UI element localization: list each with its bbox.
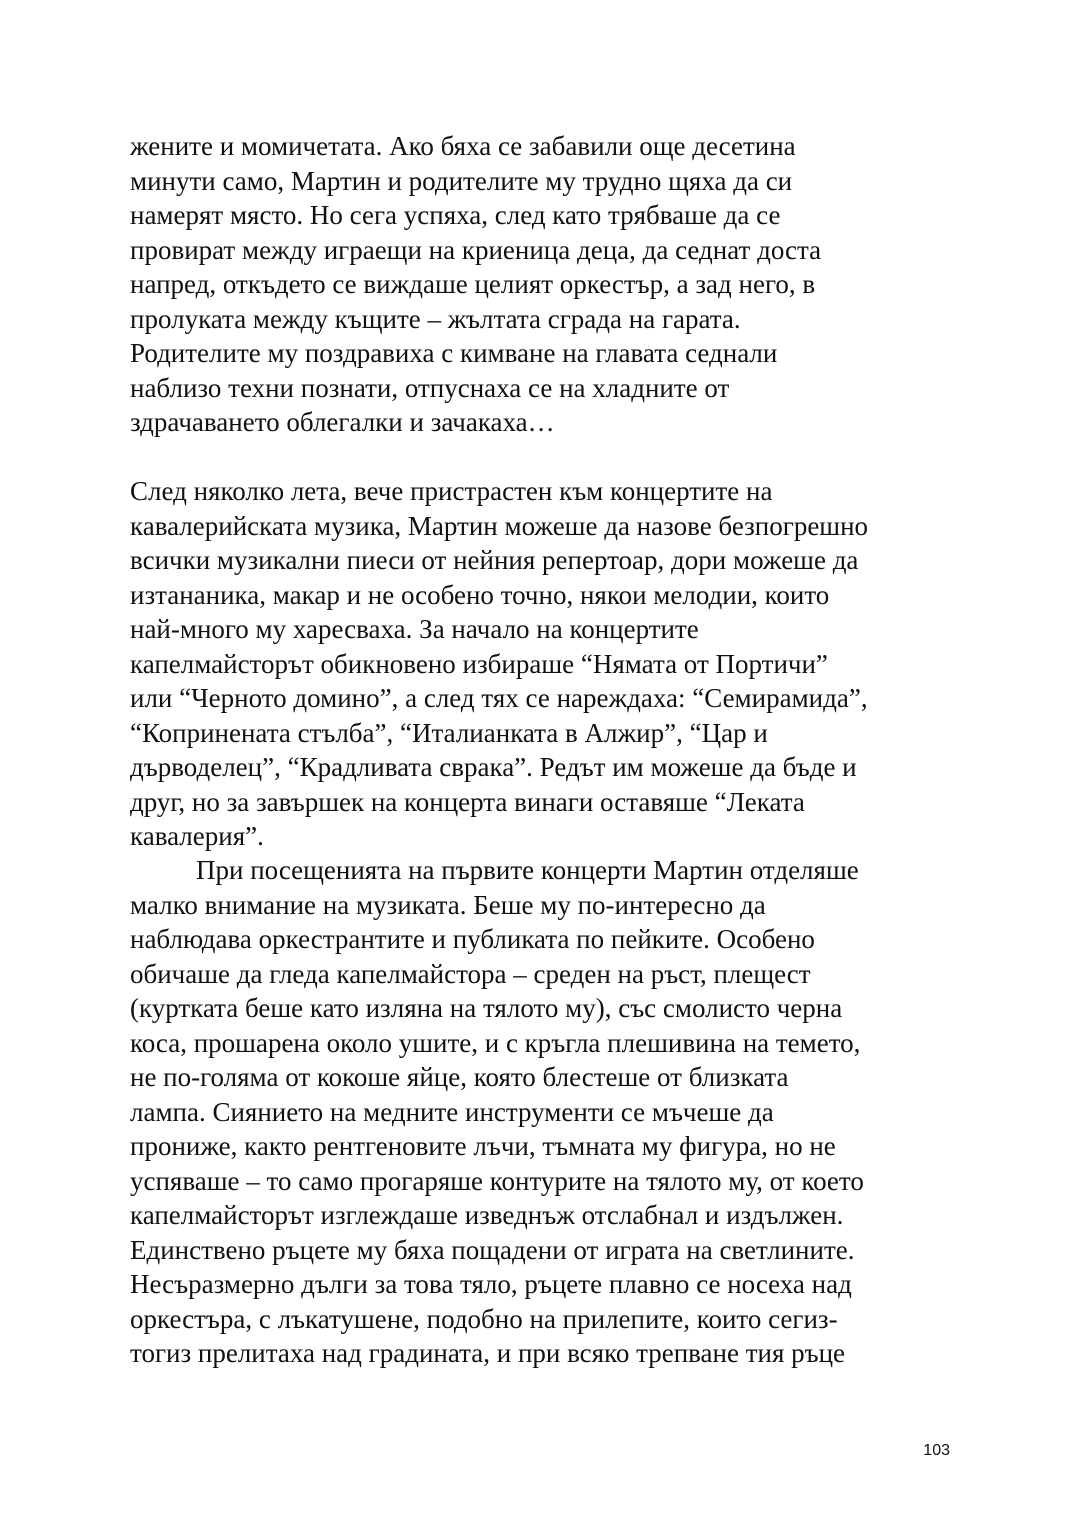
text-line: наблизо техни познати, отпуснаха се на хладните от <box>130 372 730 403</box>
text-line: обичаше да гледа капелмайстора – среден на ръст, плещест <box>130 958 811 989</box>
text-line: дърводелец”, “Крадливата сврака”. Редът им можеше да бъде и <box>130 752 857 782</box>
text-line: наблюдава оркестрантите и публиката по пейките. Особено <box>130 924 815 954</box>
text-line: пролуката между къщите – жълтата сграда на гарата. <box>130 303 741 334</box>
text-line: успяваше – то само прогаряше контурите на тялото му, от което <box>130 1165 864 1196</box>
text-line: При посещенията на първите концерти Мартин отделяше <box>196 855 859 885</box>
text-line: оркестъра, с лъкатушене, подобно на прилепите, които сегиз- <box>130 1303 838 1334</box>
text-line: прониже, както рентгеновите лъчи, тъмната му фигура, но не <box>130 1131 836 1161</box>
text-line: жените и момичетата. Ако бяха се забавили още десетина <box>130 131 796 161</box>
text-line: лампа. Сиянието на медните инструменти се мъчеше да <box>130 1096 774 1127</box>
text-line: малко внимание на музиката. Беше му по-интересно да <box>130 889 766 920</box>
text-line: След няколко лета, вече пристрастен към концертите на <box>130 476 773 506</box>
text-line: Несъразмерно дълги за това тяло, ръцете плавно се носеха над <box>130 1269 852 1299</box>
paragraph-1 <box>130 129 970 440</box>
text-line: най-много му харесваха. За начало на концертите <box>130 614 699 644</box>
text-line: провират между играещи на криеница деца, да седнат доста <box>130 234 822 265</box>
text-line: намерят място. Но сега успяха, след като трябваше да се <box>130 200 781 230</box>
text-line: капелмайсторът изглеждаше изведнъж отслабнал и издължен. <box>130 1200 844 1230</box>
text-line: изтананика, макар и не особено точно, някои мелодии, които <box>130 579 830 610</box>
text-line: (куртката беше като изляна на тялото му), със смолисто черна <box>130 993 843 1023</box>
page-number: 103 <box>923 1442 950 1459</box>
text-line: “Копринената стълба”, “Италианката в Алжир”, “Цар и <box>130 717 768 748</box>
paragraph-2 <box>130 474 970 854</box>
text-line: кавалерия”. <box>130 821 264 851</box>
text-line: тогиз прелитаха над градината, и при всяко трепване тия ръце <box>130 1338 846 1368</box>
text-line: капелмайсторът обикновено избираше “Нямата от Портичи” <box>130 648 828 679</box>
text-line: или “Черното домино”, а след тях се нареждаха: “Семирамида”, <box>130 683 868 713</box>
text-line: коса, прошарена около ушите, и с кръгла плешивина на темето, <box>130 1027 861 1058</box>
text-line: кавалерийската музика, Мартин можеше да назове безпогрешно <box>130 510 869 541</box>
paragraph-3 <box>130 853 970 1371</box>
text-line: напред, откъдето се виждаше целият оркестър, а зад него, в <box>130 269 816 299</box>
text-line: Единствено ръцете му бяха пощадени от играта на светлините. <box>130 1234 855 1265</box>
text-line: Родителите му поздравиха с кимване на главата седнали <box>130 338 778 368</box>
text-line: минути само, Мартин и родителите му трудно щяха да си <box>130 165 793 196</box>
text-line: друг, но за завършек на концерта винаги оставяше “Леката <box>130 786 805 817</box>
text-line: здрачаването облегалки и зачакаха… <box>130 407 555 437</box>
text-line: всички музикални пиеси от нейния репертоар, дори можеше да <box>130 545 859 575</box>
text-line: не по-голяма от кокоше яйце, която блестеше от близката <box>130 1062 789 1092</box>
